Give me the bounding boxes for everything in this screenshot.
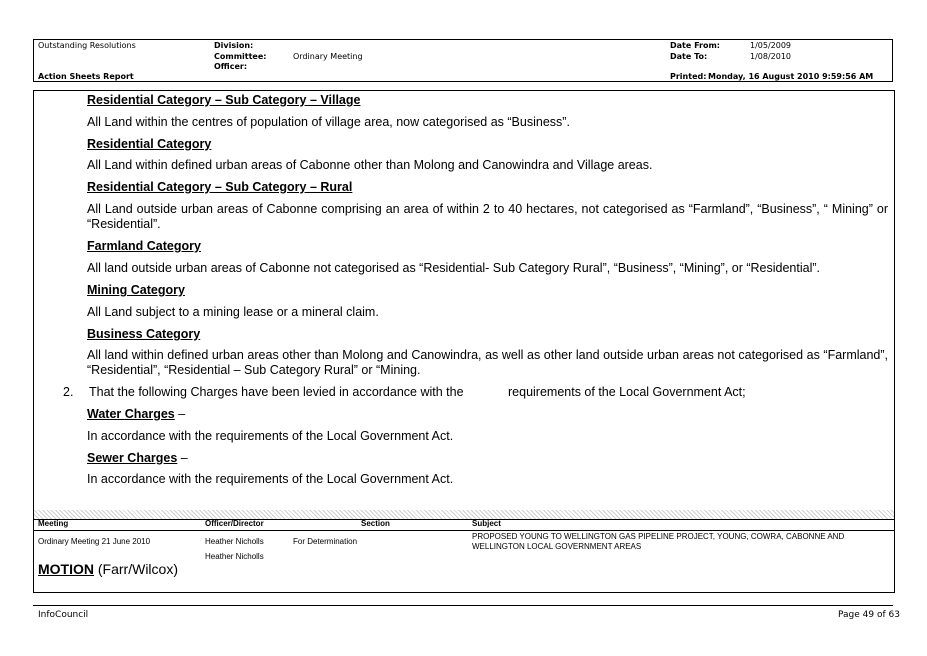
water-charges-heading: Water Charges: [87, 407, 175, 421]
section-text: All Land outside urban areas of Cabonne comprising an area of within 2 to 40 hectares, not categorised as “Farmland”, “Business”, “ Mining” or “Residential”.: [87, 202, 888, 231]
officer-label: Officer:: [214, 62, 248, 71]
section-value: For Determination: [293, 537, 358, 546]
date-from-label: Date From:: [670, 41, 721, 50]
section-heading: Residential Category: [87, 137, 212, 151]
section-heading: Business Category: [87, 327, 201, 341]
section-text: All land within defined urban areas other than Molong and Canowindra, as well as other land outside urban areas not categorised as “Farmland”, “Residential”, “Residential – Sub Category Rural” or “Mining.: [87, 348, 888, 377]
section-text: All Land within the centres of population of village area, now categorised as “Business”.: [87, 115, 570, 129]
col-subject: Subject: [472, 519, 501, 528]
date-from-value: 1/05/2009: [750, 41, 792, 50]
sewer-charges-dash: –: [177, 451, 188, 465]
meeting-value: Ordinary Meeting 21 June 2010: [38, 537, 151, 546]
section-text: All land outside urban areas of Cabonne not categorised as “Residential- Sub Category Rural”, “Business”, “Mining”, or “Residential”.: [87, 261, 821, 275]
division-label: Division:: [214, 41, 254, 50]
report-type: Action Sheets Report: [38, 72, 134, 81]
water-charges-text: In accordance with the requirements of the Local Government Act.: [87, 429, 454, 443]
footer-page-number: Page 49 of 63: [838, 610, 900, 620]
committee-value: Ordinary Meeting: [293, 52, 363, 61]
printed-label: Printed:: [670, 72, 707, 81]
committee-label: Committee:: [214, 52, 267, 61]
section-heading: Residential Category – Sub Category – Village: [87, 93, 361, 107]
footer-divider: [33, 605, 893, 606]
motion-label: MOTION: [38, 561, 94, 577]
hatch-divider: [34, 510, 894, 519]
meeting-table-header: [34, 519, 894, 531]
motion-line: [38, 561, 178, 577]
water-charges-dash: –: [174, 407, 186, 421]
col-section: Section: [361, 519, 390, 528]
col-officer: Officer/Director: [205, 519, 264, 528]
section-text: All Land within defined urban areas of Cabonne other than Molong and Canowindra and Village areas.: [87, 158, 653, 172]
date-to-value: 1/08/2010: [750, 52, 792, 61]
col-meeting: Meeting: [38, 519, 69, 528]
date-to-label: Date To:: [670, 52, 708, 61]
water-charges-line: [87, 407, 185, 422]
printed-value: Monday, 16 August 2010 9:59:56 AM: [708, 72, 874, 81]
item-number: 2.: [63, 385, 74, 399]
subject-value: PROPOSED YOUNG TO WELLINGTON GAS PIPELINE PROJECT, YOUNG, COWRA, CABONNE AND WELLINGTON LOCAL GOVERNMENT AREAS: [472, 532, 845, 551]
section-heading: Residential Category – Sub Category – Rural: [87, 180, 353, 194]
footer-app-name: InfoCouncil: [38, 610, 89, 620]
item-text-part1: That the following Charges have been levied in accordance with the: [89, 385, 464, 399]
section-text: All Land subject to a mining lease or a mineral claim.: [87, 305, 379, 319]
sewer-charges-text: In accordance with the requirements of the Local Government Act.: [87, 472, 454, 486]
officer-value: Heather Nicholls: [205, 537, 264, 546]
motion-movers: (Farr/Wilcox): [94, 561, 178, 577]
section-heading: Farmland Category: [87, 239, 201, 253]
sewer-charges-heading: Sewer Charges: [87, 451, 178, 465]
report-name: Outstanding Resolutions: [38, 41, 136, 50]
director-value: Heather Nicholls: [205, 552, 264, 561]
sewer-charges-line: [87, 451, 188, 466]
item-text-part2: requirements of the Local Government Act;: [508, 385, 746, 399]
section-heading: Mining Category: [87, 283, 185, 297]
